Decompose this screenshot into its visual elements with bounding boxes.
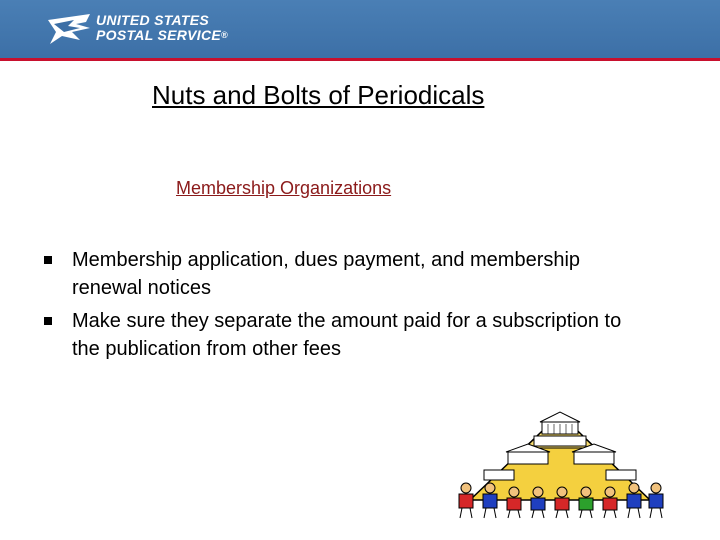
registered-mark: ® [221,30,228,40]
slide-subtitle: Membership Organizations [176,178,392,198]
slide-title: Nuts and Bolts of Periodicals [152,80,485,110]
logo-line1: UNITED STATES [96,12,210,28]
pyramid-people-clipart [450,408,670,528]
bullet-text: Make sure they separate the amount paid for a subscription to the publication from other fees [72,310,622,360]
header-stripe [0,58,720,61]
logo-line2: POSTAL SERVICE [96,27,222,43]
bullet-list [44,246,654,368]
logo-text [96,13,228,43]
square-bullet-icon [44,317,52,325]
square-bullet-icon [44,256,52,264]
bullet-item [44,246,654,302]
bullet-item [44,307,654,363]
bullet-text: Membership application, dues payment, and membership renewal notices [72,249,581,299]
eagle-icon [46,10,92,48]
